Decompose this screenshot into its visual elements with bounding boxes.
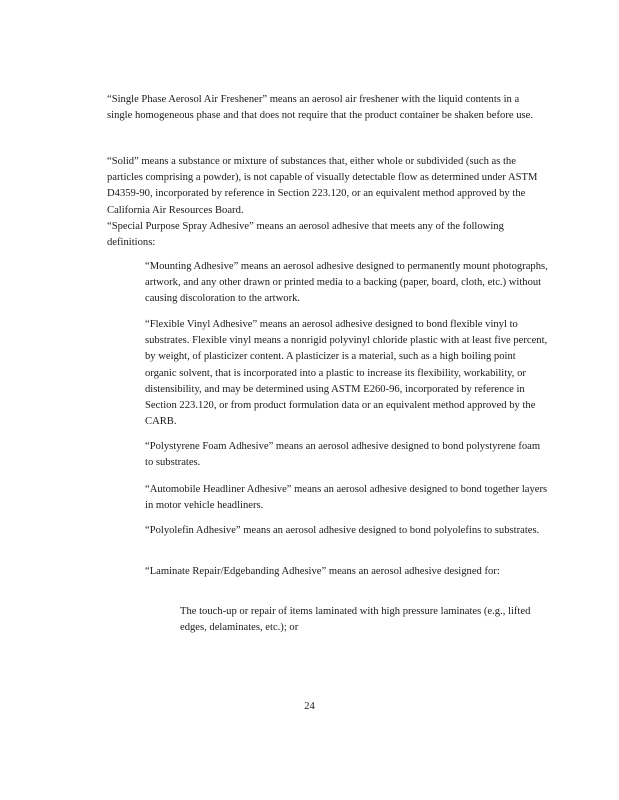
definition-solid: “Solid” means a substance or mixture of substances that, either whole or subdivided (such as the particles comprising a powder), is not capable of visually detectable flow as determined under ASTM D4359-90, incorporated by reference in Section 223.120, or an equivalent method approved by the California Air Resources Board. [107,156,538,216]
definition-special-purpose-spray-adhesive: “Special Purpose Spray Adhesive” means an aerosol adhesive that meets any of the following definitions: [107,221,504,249]
definition-laminate-repair-edgebanding-adhesive: “Laminate Repair/Edgebanding Adhesive” means an aerosol adhesive designed for: [145,566,500,577]
definition-flexible-vinyl-adhesive: “Flexible Vinyl Adhesive” means an aerosol adhesive designed to bond flexible vinyl to substrates. Flexible vinyl means a nonrigid polyvinyl chloride plastic with at least five percent, by weight, of plasticizer content. A plasticizer is a material, such as a high boiling point organic solvent, that is incorporated into a plastic to increase its flexibility, workability, or distensibility, and may be determined using ASTM E260-96, incorporated by reference in Section 223.120, or from product formulation data or an equivalent method approved by the CARB. [145,319,548,428]
definition-single-phase-air-freshener: “Single Phase Aerosol Air Freshener” means an aerosol air freshener with the liquid contents in a single homogeneous phase and that does not require that the product container be shaken before use. [107,94,533,122]
laminate-repair-item-touch-up: The touch-up or repair of items laminated with high pressure laminates (e.g., lifted edges, delaminates, etc.); or [180,606,531,634]
page-number: 24 [304,701,315,712]
definition-mounting-adhesive: “Mounting Adhesive” means an aerosol adhesive designed to permanently mount photographs, artwork, and any other drawn or printed media to a backing (paper, board, cloth, etc.) without causing discoloration to the artwork. [145,261,548,305]
definition-polyolefin-adhesive: “Polyolefin Adhesive” means an aerosol adhesive designed to bond polyolefins to substrates. [145,525,540,536]
definition-polystyrene-foam-adhesive: “Polystyrene Foam Adhesive” means an aerosol adhesive designed to bond polystyrene foam to substrates. [145,441,541,469]
definition-automobile-headliner-adhesive: “Automobile Headliner Adhesive” means an aerosol adhesive designed to bond together layers in motor vehicle headliners. [145,484,548,512]
